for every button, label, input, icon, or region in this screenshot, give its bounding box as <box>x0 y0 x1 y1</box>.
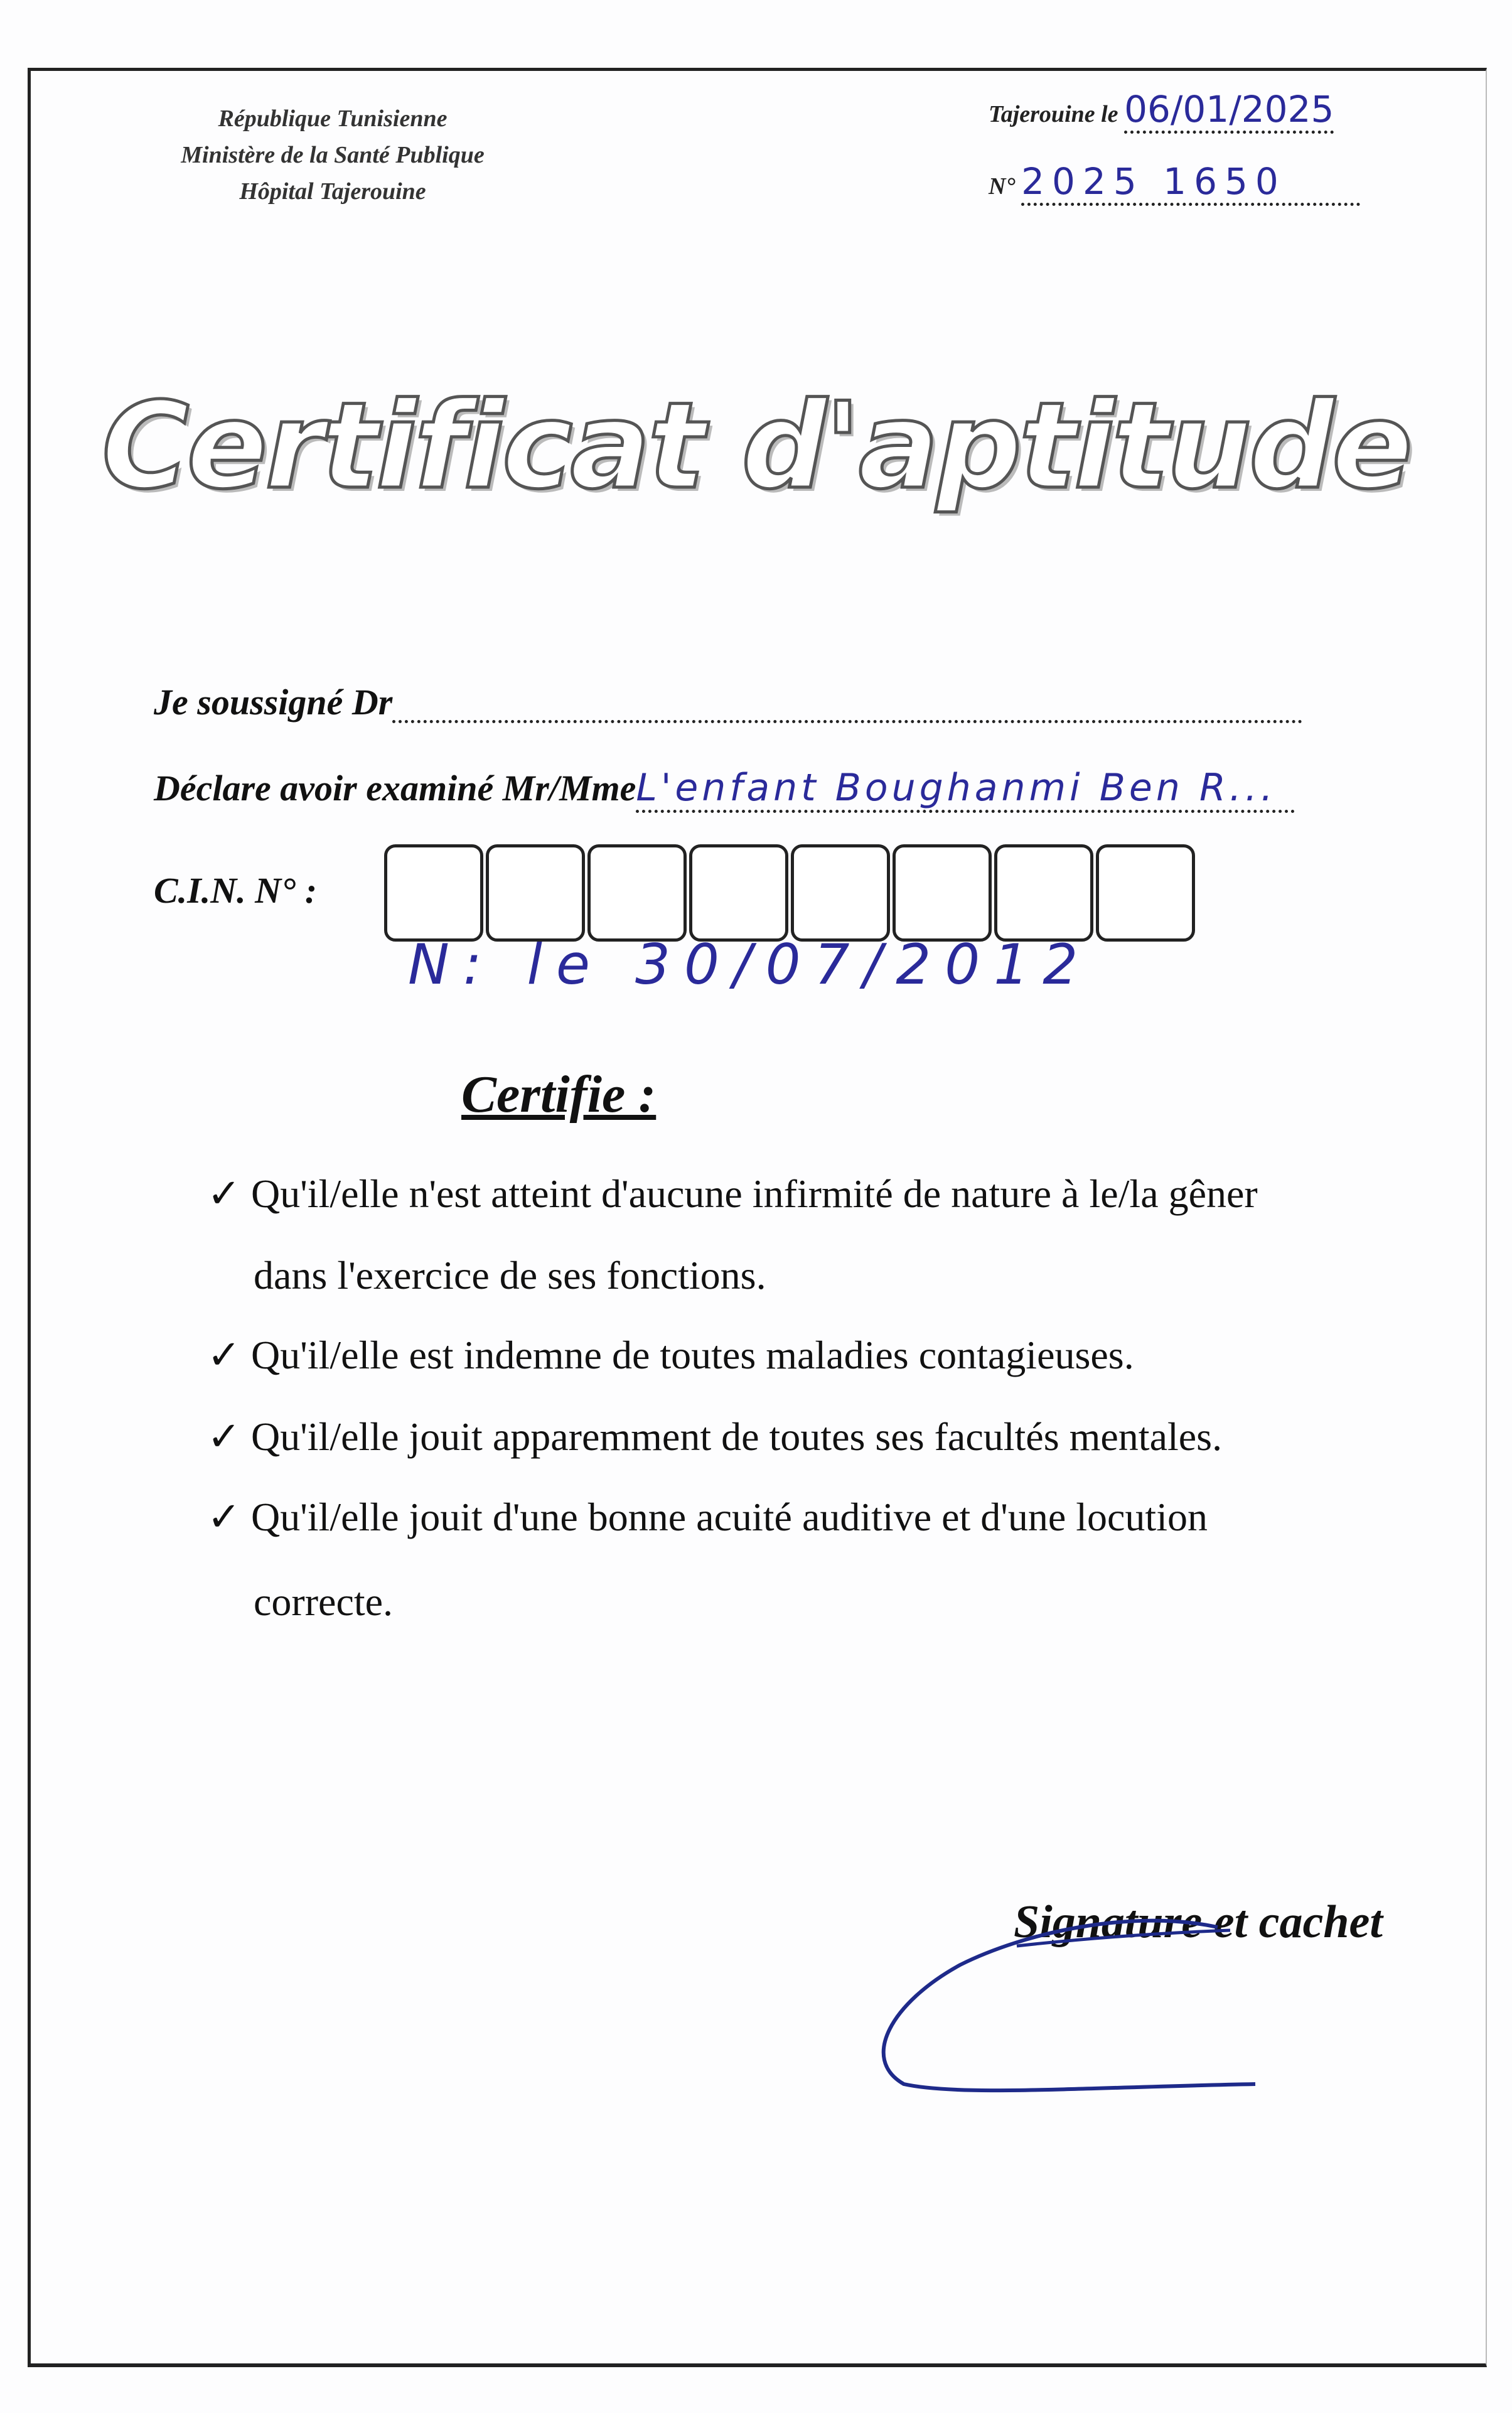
certify-item <box>207 1332 1134 1378</box>
cin-digit-box[interactable] <box>994 844 1093 942</box>
institution-header <box>138 100 527 210</box>
cin-digit-box[interactable] <box>893 844 992 942</box>
cin-digit-box[interactable] <box>689 844 788 942</box>
cin-digit-box[interactable] <box>791 844 890 942</box>
checkmark-icon: ✓ <box>207 1333 241 1377</box>
doctor-field[interactable] <box>392 689 1302 723</box>
checkmark-icon: ✓ <box>207 1414 241 1459</box>
certify-item-text: Qu'il/elle est indemne de toutes maladies contagieuses. <box>251 1333 1134 1377</box>
examined-field[interactable]: L'enfant Boughanmi Ben R... <box>636 766 1295 813</box>
header-hospital: Hôpital Tajerouine <box>239 178 426 205</box>
cin-label: C.I.N. N° : <box>154 870 318 911</box>
doctor-line <box>154 681 1302 723</box>
checkmark-icon: ✓ <box>207 1171 241 1216</box>
place-label: Tajerouine le <box>989 101 1118 127</box>
document-title: Certificat d'aptitude <box>102 377 1410 515</box>
number-value[interactable]: 2025 1650 <box>1021 160 1360 206</box>
number-label: N° <box>989 173 1016 200</box>
cin-boxes <box>384 844 1198 942</box>
header-ministry: Ministère de la Santé Publique <box>181 142 485 168</box>
date-line <box>989 88 1334 134</box>
date-value[interactable]: 06/01/2025 <box>1124 88 1334 134</box>
examined-label: Déclare avoir examiné Mr/Mme <box>154 768 636 809</box>
doctor-label: Je soussigné Dr <box>154 682 393 723</box>
number-line <box>989 160 1360 206</box>
certifie-heading: Certifie : <box>461 1065 657 1124</box>
certify-item <box>207 1171 1258 1217</box>
certify-item <box>207 1414 1222 1460</box>
checkmark-icon: ✓ <box>207 1495 241 1539</box>
cin-digit-box[interactable] <box>1096 844 1195 942</box>
certify-item-text: Qu'il/elle jouit d'une bonne acuité auditive et d'une locution <box>251 1495 1208 1539</box>
handwritten-birth-note: N: le 30/07/2012 <box>408 932 1092 997</box>
examined-line <box>154 766 1295 813</box>
cin-digit-box[interactable] <box>587 844 687 942</box>
certify-item <box>207 1494 1208 1540</box>
header-country: République Tunisienne <box>218 105 448 132</box>
cin-digit-box[interactable] <box>486 844 585 942</box>
certify-item-continuation: dans l'exercice de ses fonctions. <box>254 1253 766 1298</box>
signature-scribble <box>866 1896 1274 2097</box>
cin-digit-box[interactable] <box>384 844 483 942</box>
certify-item-text: Qu'il/elle jouit apparemment de toutes ses facultés mentales. <box>251 1414 1223 1459</box>
certify-item-continuation: correcte. <box>254 1579 394 1624</box>
certify-item-text: Qu'il/elle n'est atteint d'aucune infirmité de nature à le/la gêner <box>251 1171 1258 1216</box>
signature-label: Signature et cachet <box>1014 1896 1383 1948</box>
